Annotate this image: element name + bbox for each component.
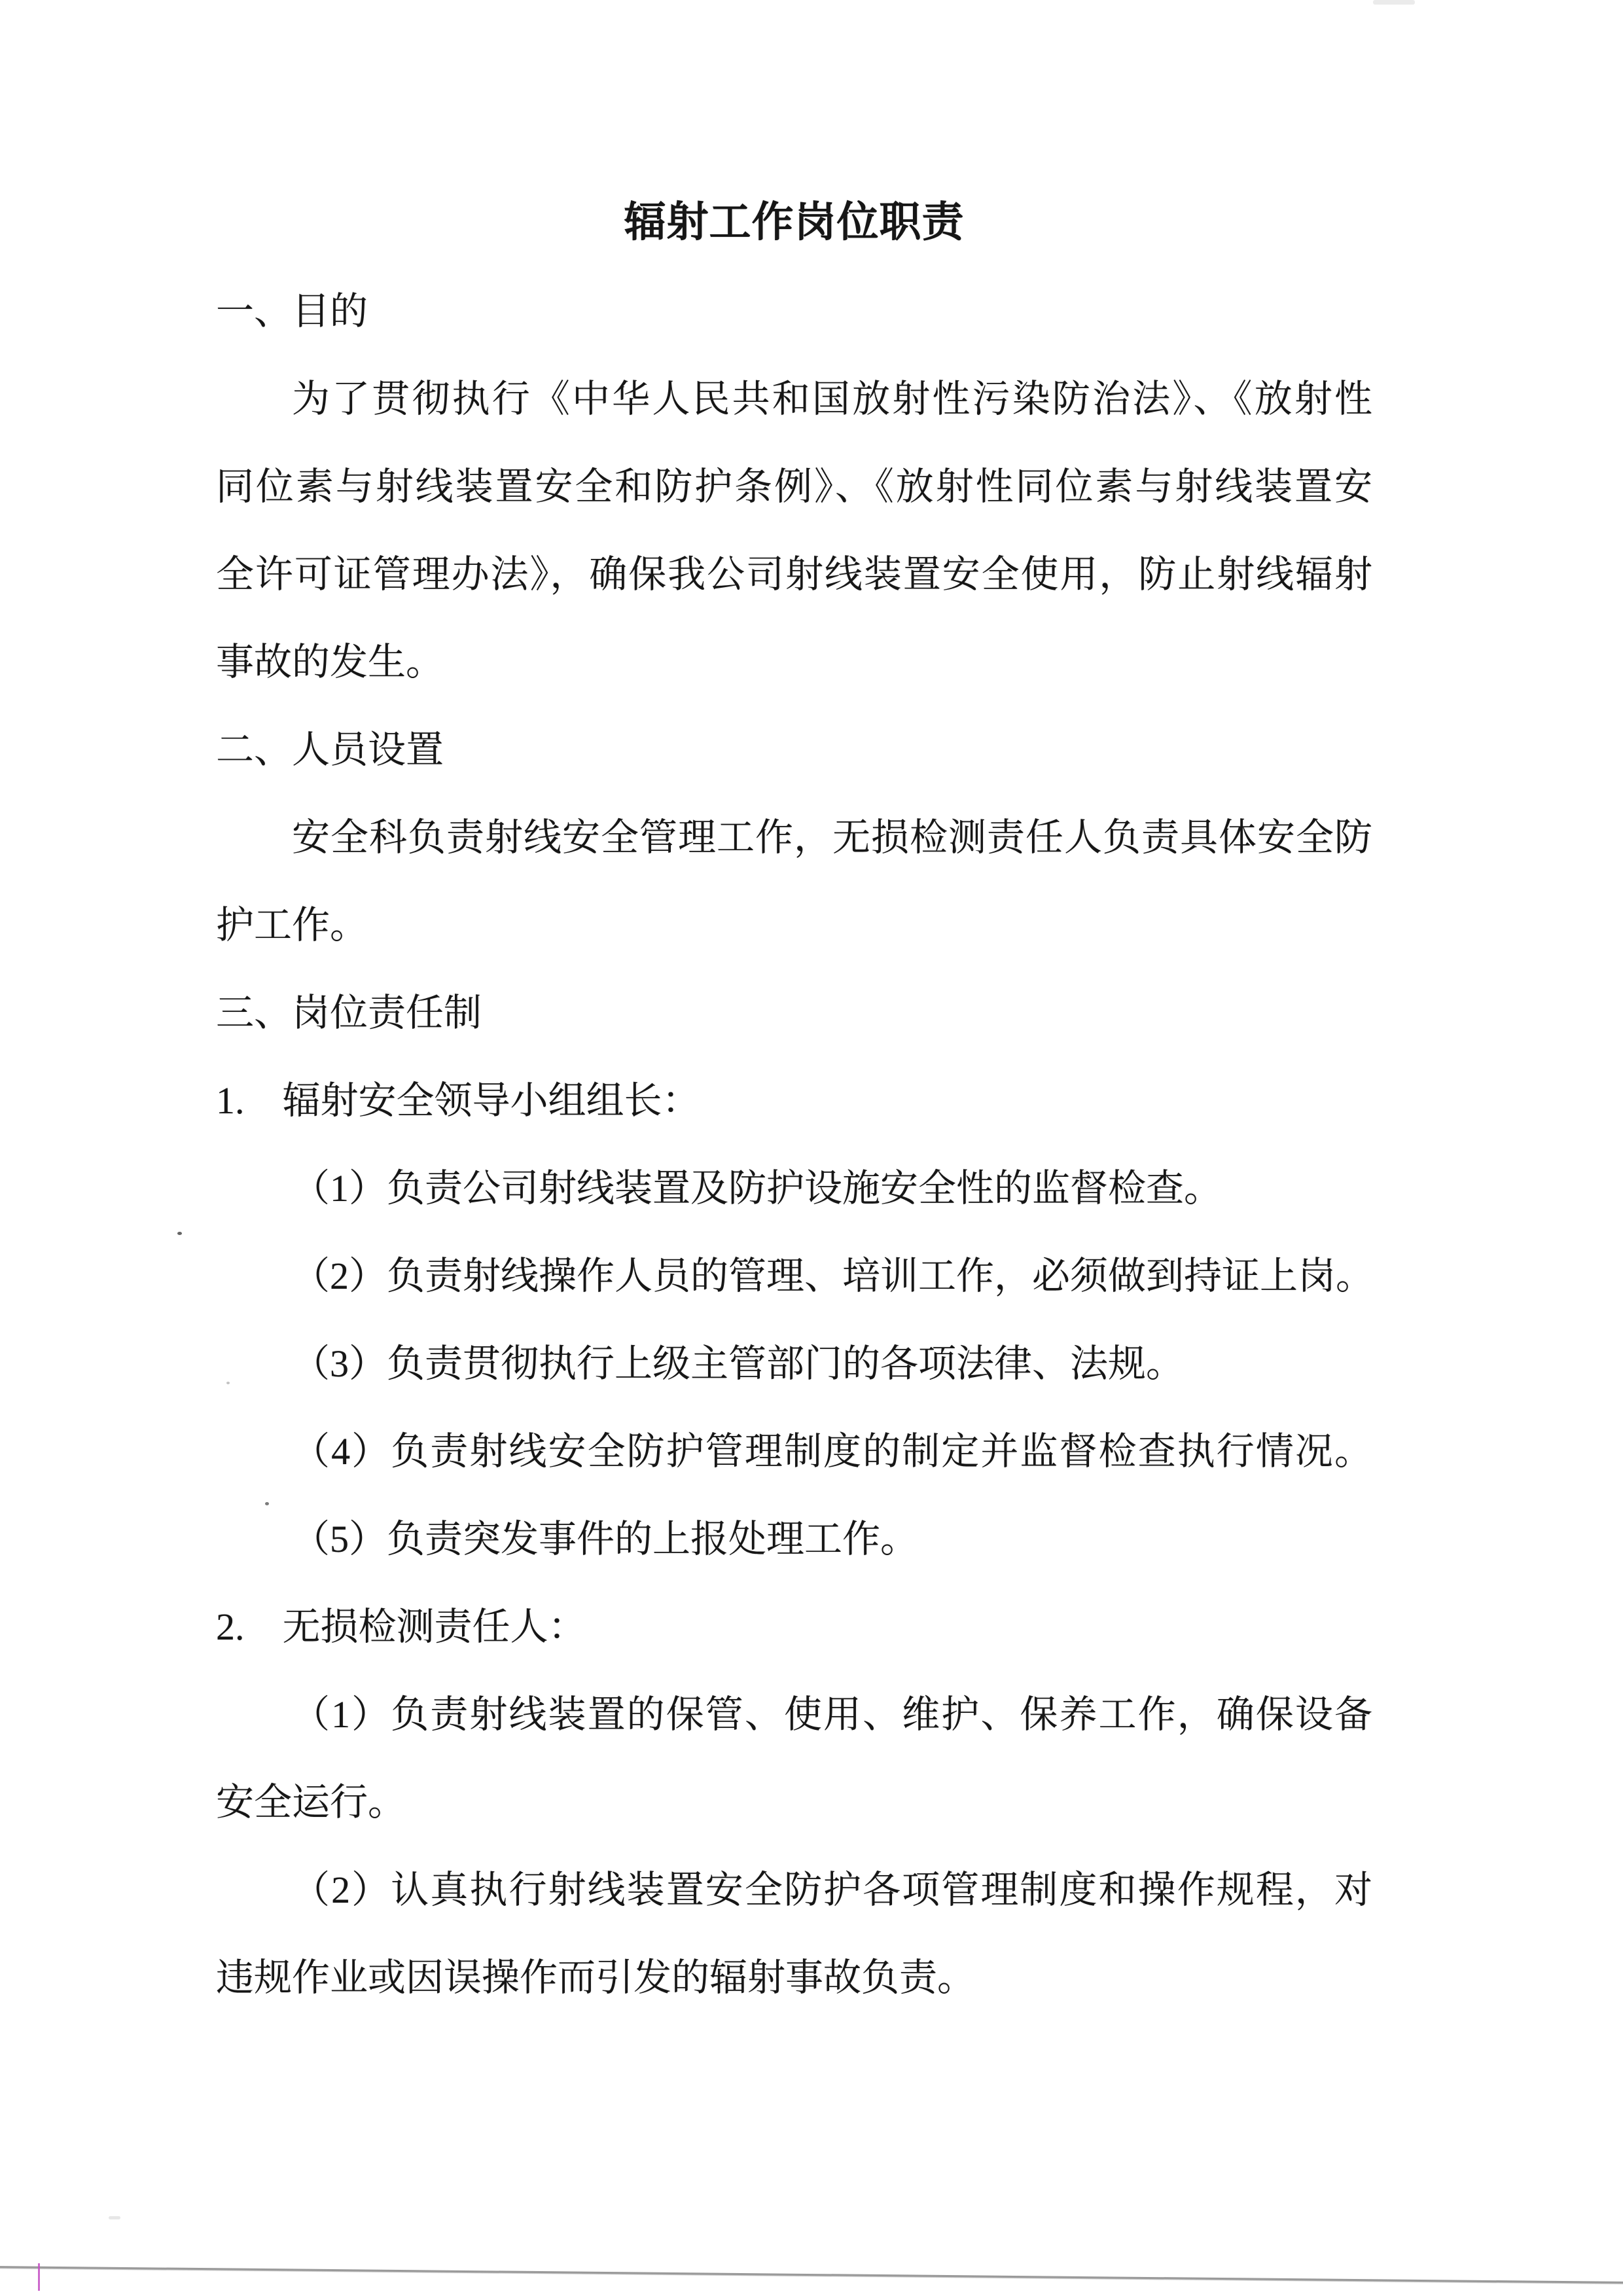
document-line: （3）负责贯彻执行上级主管部门的各项法律、法规。 <box>292 1342 1185 1385</box>
document-line: 同位素与射线装置安全和防护条例》、《放射性同位素与射线装置安 <box>216 465 1372 508</box>
document-line: 为了贯彻执行《中华人民共和国放射性污染防治法》、《放射性 <box>292 378 1372 420</box>
document-line: （2）认真执行射线装置安全防护各项管理制度和操作规程，对 <box>292 1869 1372 1911</box>
document-line: 2. 无损检测责任人： <box>216 1605 586 1648</box>
ink-speck <box>109 2216 120 2219</box>
document-line: 全许可证管理办法》，确保我公司射线装置安全使用，防止射线辐射 <box>216 553 1372 596</box>
document-line: 一、目的 <box>216 290 368 332</box>
document-line: （2）负责射线操作人员的管理、培训工作，必须做到持证上岗。 <box>292 1255 1374 1297</box>
document-line: 事故的发生。 <box>216 641 444 683</box>
document-line: 违规作业或因误操作而引发的辐射事故负责。 <box>216 1956 976 1999</box>
document-line: （4）负责射线安全防护管理制度的制定并监督检查执行情况。 <box>292 1430 1372 1473</box>
document-line: （1）负责射线装置的保管、使用、维护、保养工作，确保设备 <box>292 1693 1372 1736</box>
ink-speck <box>177 1232 182 1235</box>
document-line: （5）负责突发事件的上报处理工作。 <box>292 1518 919 1560</box>
ink-speck <box>265 1502 269 1505</box>
document-line: 护工作。 <box>216 904 368 946</box>
document-line: 三、岗位责任制 <box>216 992 482 1034</box>
document-title: 辐射工作岗位职责 <box>624 199 965 245</box>
ink-speck <box>1373 0 1415 5</box>
scan-page-edge-line <box>0 2266 1623 2284</box>
document-line: （1）负责公司射线装置及防护设施安全性的监督检查。 <box>292 1167 1222 1210</box>
document-line: 二、人员设置 <box>216 728 444 771</box>
document-line: 安全运行。 <box>216 1781 406 1823</box>
document-line: 1. 辐射安全领导小组组长： <box>216 1079 700 1122</box>
scan-color-tick <box>38 2263 40 2291</box>
ink-speck <box>226 1382 230 1384</box>
document-body <box>216 268 1372 2022</box>
document-line: 安全科负责射线安全管理工作，无损检测责任人负责具体安全防 <box>292 816 1372 859</box>
